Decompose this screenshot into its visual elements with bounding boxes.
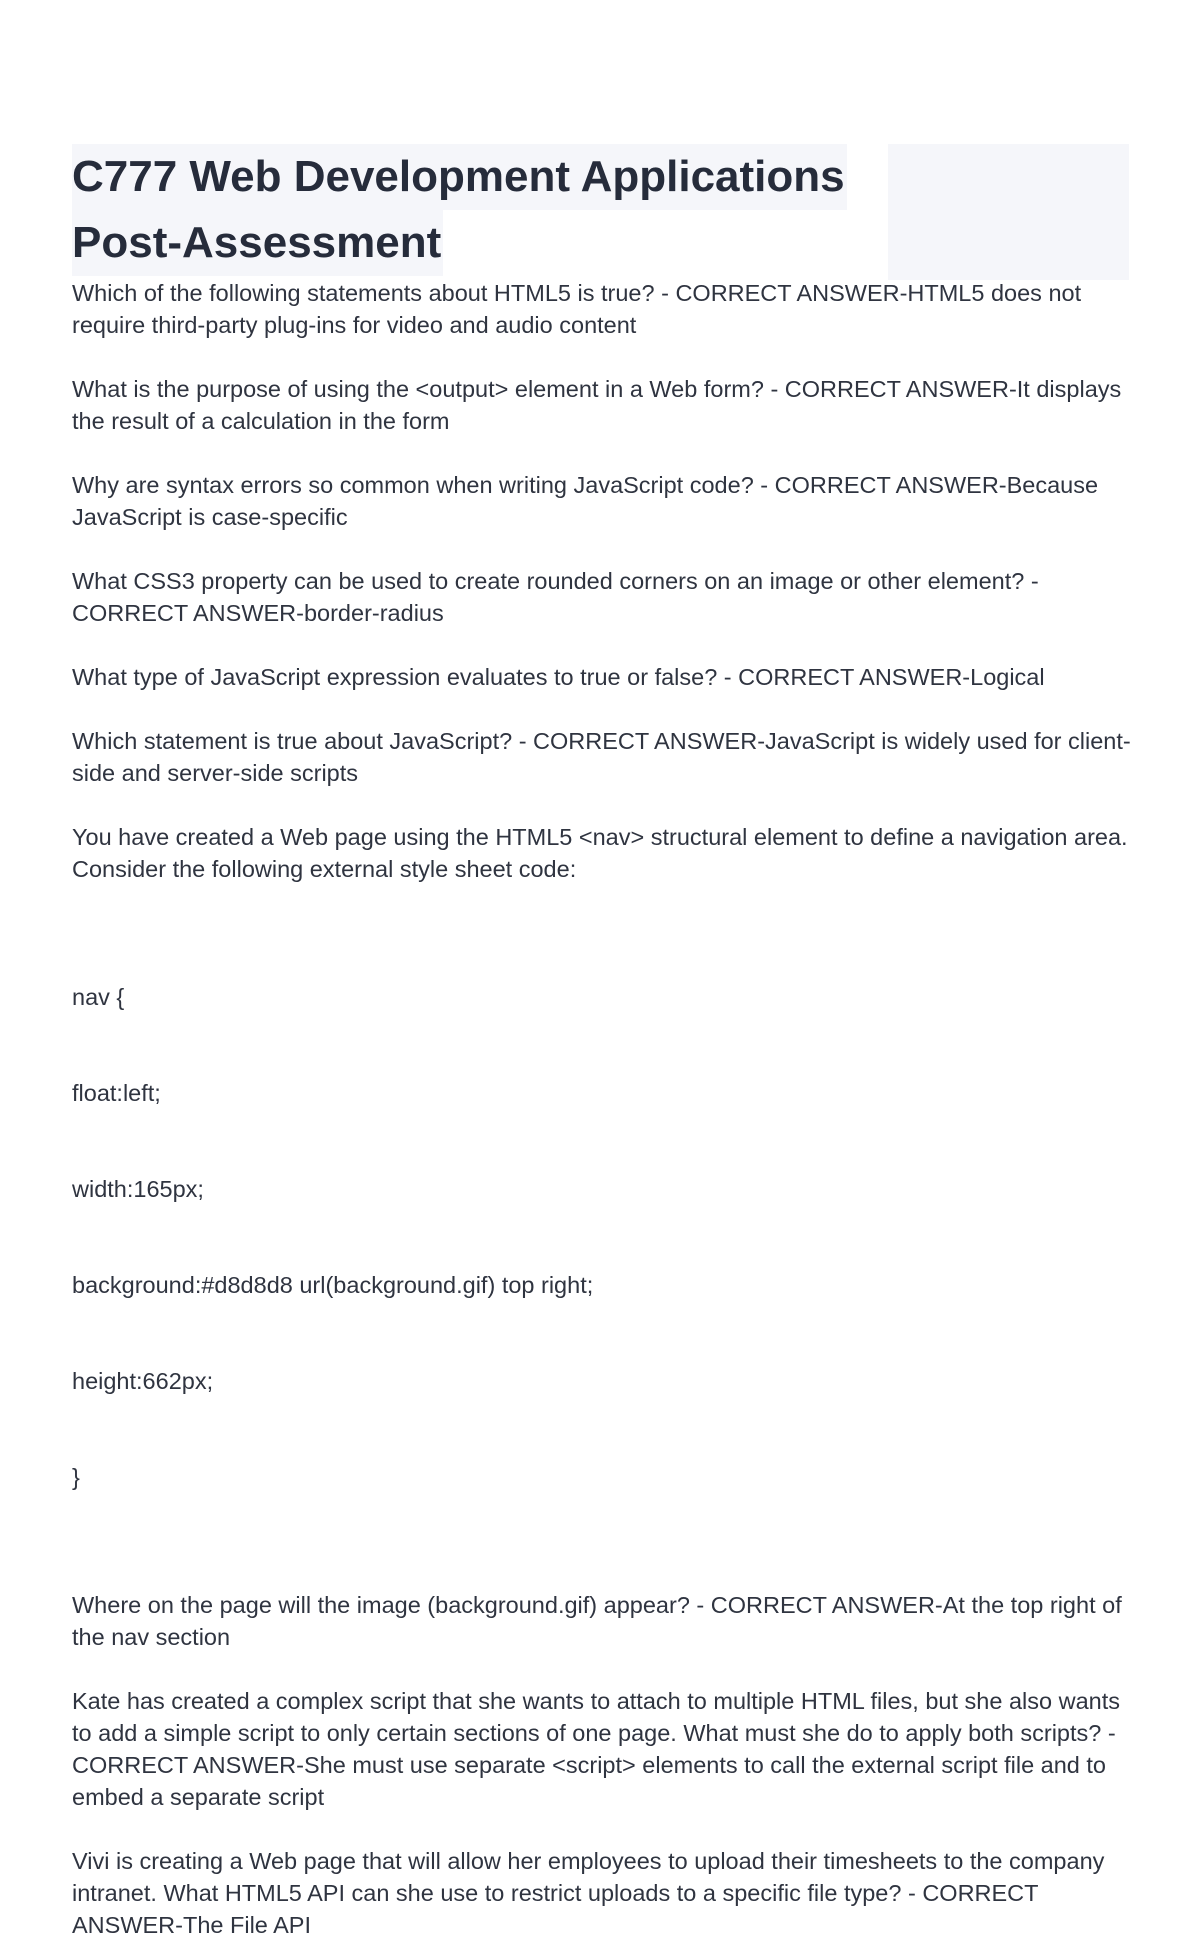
question-answer-8: Kate has created a complex script that she wants to attach to multiple HTML files, but she also wants to add a simple script to only certain sections of one page. What must she do to apply both scripts? - CORRECT ANSWER-She must use separate <script> elements to call the external script file and to embed a separate script <box>72 1688 1127 1810</box>
code-line: nav { <box>72 984 125 1010</box>
code-line: } <box>72 1464 80 1490</box>
question-answer-6: Which statement is true about JavaScript? - CORRECT ANSWER-JavaScript is widely used for client-side and server-side scripts <box>72 728 1131 786</box>
code-line: float:left; <box>72 1080 161 1106</box>
question-answer-4: What CSS3 property can be used to create rounded corners on an image or other element? - CORRECT ANSWER-border-radius <box>72 568 1046 626</box>
code-line: background:#d8d8d8 url(background.gif) top right; <box>72 1272 594 1298</box>
page-title-line-2: Post-Assessment <box>72 210 443 276</box>
question-answer-2: What is the purpose of using the <output> element in a Web form? - CORRECT ANSWER-It displays the result of a calculation in the form <box>72 376 1128 434</box>
question-answer-5: What type of JavaScript expression evaluates to true or false? - CORRECT ANSWER-Logical <box>72 664 1045 690</box>
code-line: height:662px; <box>72 1368 214 1394</box>
question-answer-7: Where on the page will the image (background.gif) appear? - CORRECT ANSWER-At the top right of the nav section <box>72 1592 1129 1650</box>
page-title-line-1: C777 Web Development Applications <box>72 144 847 210</box>
code-line: width:165px; <box>72 1176 204 1202</box>
document-body <box>72 277 1135 1941</box>
question-7-intro: You have created a Web page using the HTML5 <nav> structural element to define a navigation area. Consider the following external style sheet code: <box>72 824 1135 882</box>
css-code-block <box>72 917 1132 1557</box>
title-block <box>72 144 1129 276</box>
question-answer-1: Which of the following statements about HTML5 is true? - CORRECT ANSWER-HTML5 does not require third-party plug-ins for video and audio content <box>72 280 1088 338</box>
question-answer-3: Why are syntax errors so common when writing JavaScript code? - CORRECT ANSWER-Because JavaScript is case-specific <box>72 472 1105 530</box>
question-answer-9: Vivi is creating a Web page that will allow her employees to upload their timesheets to the company intranet. What HTML5 API can she use to restrict uploads to a specific file type? - CORRECT ANSWER-The File API <box>72 1848 1111 1938</box>
